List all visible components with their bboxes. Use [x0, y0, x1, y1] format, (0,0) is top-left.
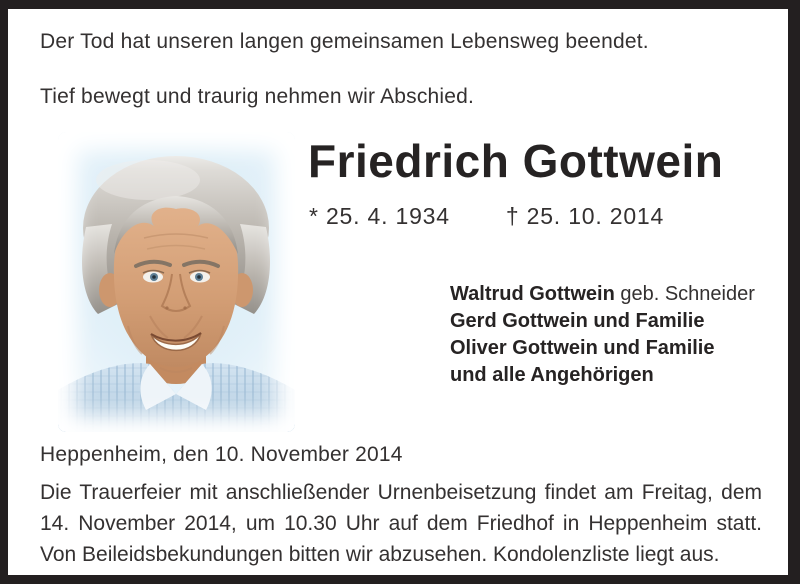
birth-date: * 25. 4. 1934	[309, 203, 450, 229]
mourner-line	[450, 335, 755, 362]
mourner-name: Waltrud Gottwein	[450, 283, 615, 305]
mourner-line	[450, 308, 755, 335]
mourner-name: und alle Angehörigen	[450, 364, 654, 386]
funeral-info-paragraph: Die Trauerfeier mit anschließender Urnenbeisetzung findet am Freitag, dem 14. November 2014, um 10.30 Uhr auf dem Friedhof in Heppenheim statt. Von Beileidsbekundungen bitten wir abzusehen. Kondolenzliste liegt aus.	[40, 481, 762, 566]
death-date: † 25. 10. 2014	[505, 203, 665, 229]
life-dates	[309, 203, 664, 230]
intro-line-1: Der Tod hat unseren langen gemeinsamen Lebensweg beendet.	[40, 30, 649, 53]
mourner-line	[450, 362, 755, 389]
portrait-photo	[58, 132, 295, 432]
place-date-line: Heppenheim, den 10. November 2014	[40, 443, 403, 466]
intro-line-2: Tief bewegt und traurig nehmen wir Abschied.	[40, 85, 475, 108]
mourner-name: Oliver Gottwein und Familie	[450, 337, 715, 359]
mourner-suffix: geb. Schneider	[614, 283, 755, 305]
portrait-illustration	[58, 132, 295, 432]
deceased-name: Friedrich Gottwein	[308, 135, 724, 187]
mourner-name: Gerd Gottwein und Familie	[450, 310, 705, 332]
mourner-line	[450, 281, 755, 308]
mourners-list	[450, 281, 755, 389]
